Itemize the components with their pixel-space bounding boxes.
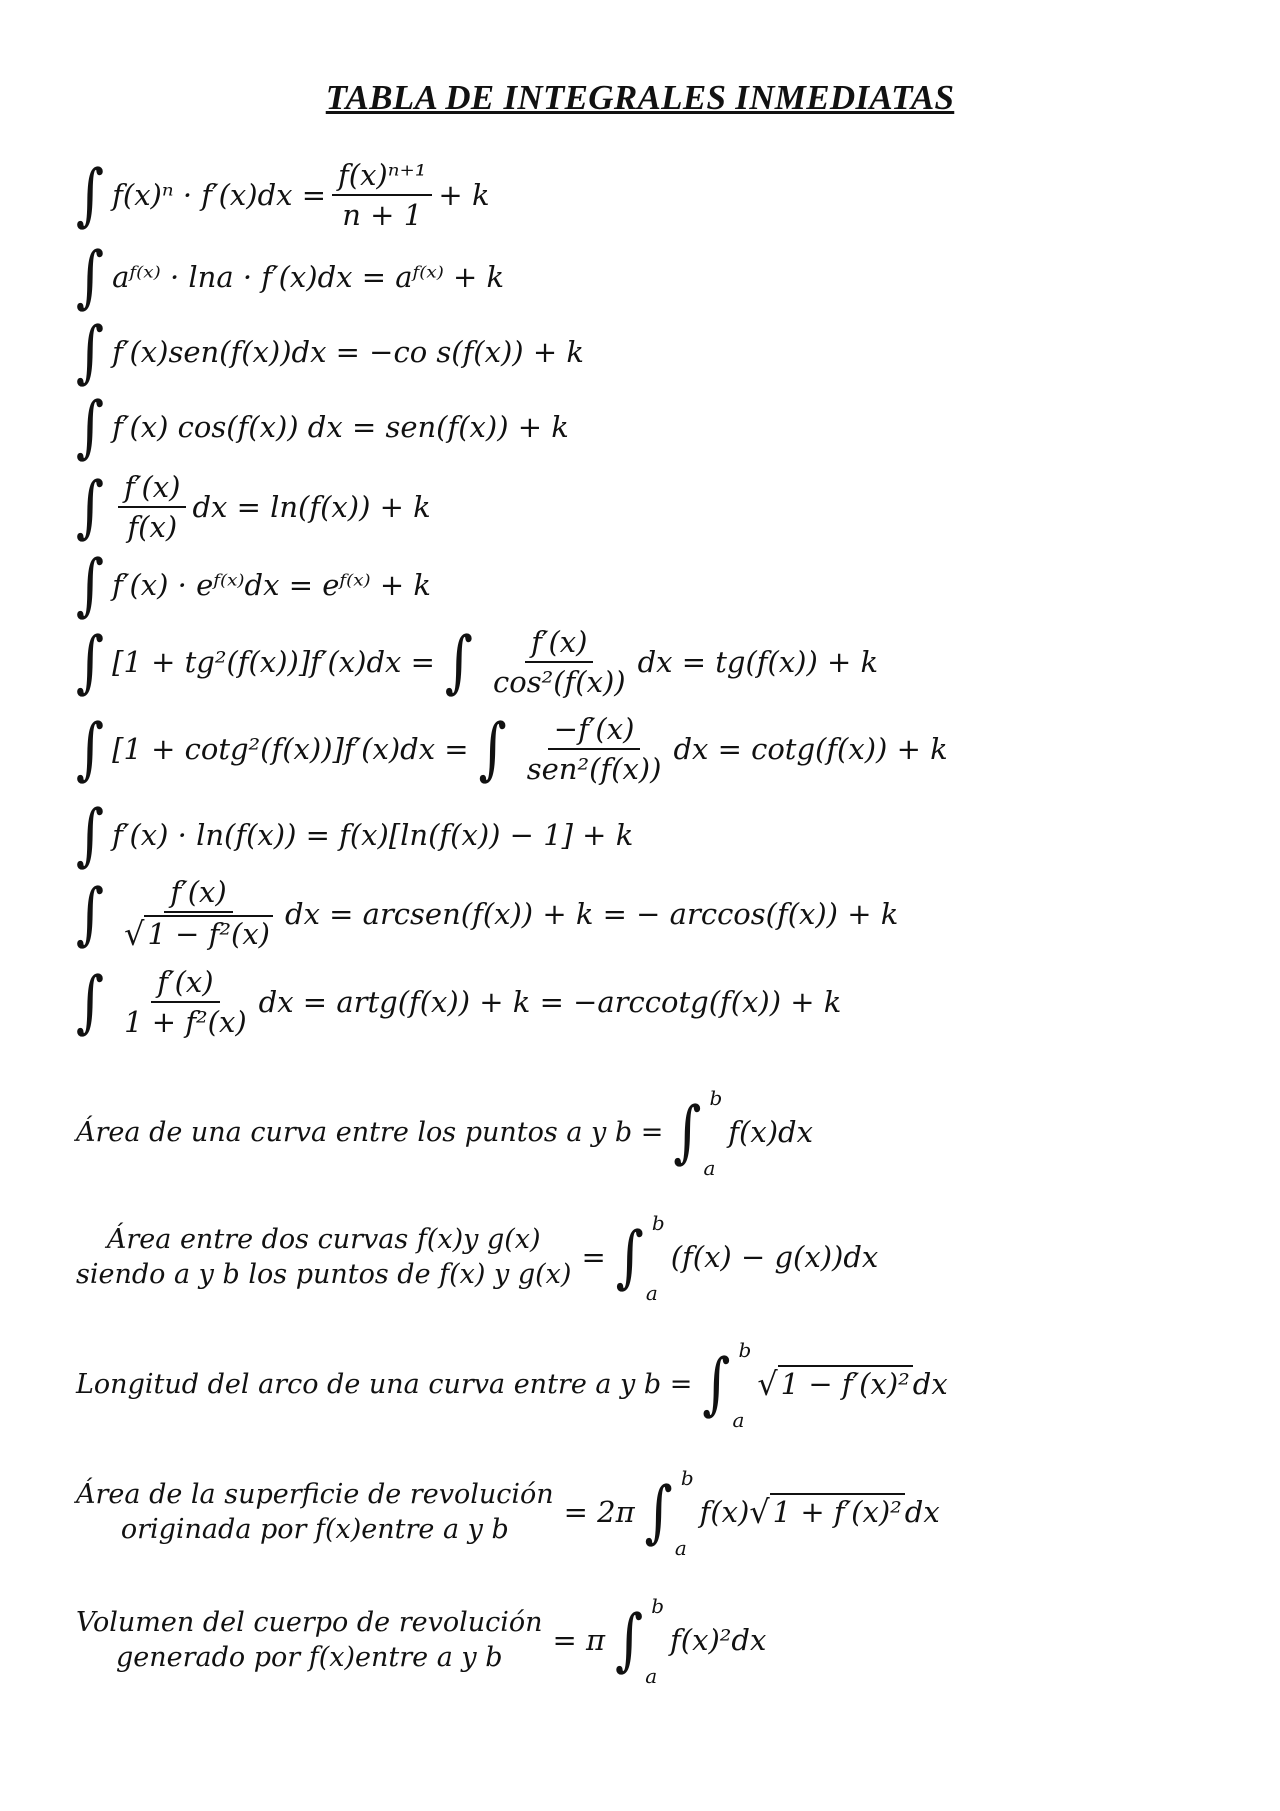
area-between-integrand: (f(x) − g(x))dx [670, 1240, 879, 1274]
upper-limit: b [709, 1086, 723, 1110]
area-curve [76, 1086, 813, 1180]
integral-sign: ∫ [76, 467, 105, 546]
formula-8-rhs: dx = cotg(f(x)) + k [673, 732, 948, 766]
formula-3 [76, 312, 584, 391]
formula-3-text: f′(x)sen(f(x))dx = −co s(f(x)) + k [112, 335, 584, 369]
sqrt [124, 915, 273, 953]
integral-sign: ∫ [615, 1217, 644, 1296]
integral-limits [645, 1594, 665, 1688]
formula-11 [76, 962, 842, 1041]
integral-sign: ∫ [76, 387, 105, 466]
formula-9 [76, 795, 634, 874]
integral-sign: ∫ [76, 962, 105, 1041]
area-curve-integrand: f(x)dx [728, 1115, 813, 1149]
page-title: TABLA DE INTEGRALES INMEDIATAS [325, 78, 955, 117]
formula-11-denominator: 1 + f²(x) [124, 1005, 247, 1039]
arc-length-label: Longitud del arco de una curva entre a y b = [76, 1368, 693, 1400]
surface-dx: dx [904, 1495, 940, 1529]
equals-sign: = [581, 1240, 606, 1274]
formula-8-lhs: [1 + cotg²(f(x))]f′(x)dx = [112, 732, 469, 766]
integral-sign: ∫ [76, 545, 105, 624]
formula-10-radicand: 1 − f²(x) [144, 915, 273, 953]
volume-eq: = π [552, 1623, 606, 1657]
formula-5-numerator: f′(x) [118, 470, 186, 508]
formula-10-fraction [118, 875, 279, 953]
upper-limit: b [680, 1466, 694, 1490]
formula-4-text: f′(x) cos(f(x)) dx = sen(f(x)) + k [112, 410, 569, 444]
lower-limit: a [645, 1281, 658, 1305]
formula-1-rhs: + k [438, 178, 490, 212]
integral-sign: ∫ [444, 622, 474, 701]
formula-7-denominator: cos²(f(x)) [493, 665, 626, 699]
integral-limits [645, 1211, 665, 1305]
formula-1-lhs: f(x)ⁿ · f′(x)dx = [112, 178, 327, 212]
integral-limits [703, 1086, 723, 1180]
formula-7-numerator: f′(x) [525, 625, 593, 663]
arc-length-dx: dx [912, 1367, 948, 1401]
integral-sign: ∫ [76, 795, 105, 874]
formula-8 [76, 709, 948, 788]
sqrt [757, 1365, 912, 1403]
formula-7-fraction [487, 625, 632, 699]
formula-2-text: aᶠ⁽ˣ⁾ · lna · f′(x)dx = aᶠ⁽ˣ⁾ + k [112, 260, 505, 294]
formula-1-fraction [332, 158, 432, 232]
surface-label [76, 1477, 554, 1547]
integral-sign: ∫ [76, 237, 105, 316]
upper-limit: b [651, 1594, 665, 1618]
integral-sign: ∫ [76, 874, 105, 953]
formula-8-fraction [521, 712, 668, 786]
radical-sign: √ [757, 1365, 778, 1403]
formula-1 [76, 155, 490, 234]
formula-6 [76, 545, 431, 624]
formula-9-text: f′(x) · ln(f(x)) = f(x)[ln(f(x)) − 1] + k [112, 818, 634, 852]
formula-7-rhs: dx = tg(f(x)) + k [637, 645, 879, 679]
volume-label-line2: generado por f(x)entre a y b [115, 1642, 503, 1673]
formula-4 [76, 387, 569, 466]
formula-7 [76, 622, 879, 701]
integral-sign: ∫ [478, 709, 507, 788]
volume-revolution [76, 1594, 767, 1688]
lower-limit: a [645, 1664, 658, 1688]
integral-sign: ∫ [644, 1472, 673, 1551]
radical-sign: √ [749, 1493, 770, 1531]
upper-limit: b [651, 1211, 665, 1235]
integral-sign: ∫ [76, 622, 105, 701]
arc-length [76, 1338, 948, 1432]
sqrt [749, 1493, 904, 1531]
integral-sign: ∫ [702, 1344, 731, 1423]
surface-radicand: 1 + f′(x)² [770, 1493, 905, 1531]
lower-limit: a [674, 1536, 687, 1560]
radical-sign: √ [124, 915, 145, 953]
formula-11-fraction [118, 965, 253, 1039]
formula-10-rhs: dx = arcsen(f(x)) + k = − arccos(f(x)) + k [285, 897, 899, 931]
integral-sign: ∫ [76, 155, 105, 234]
integral-sign: ∫ [673, 1092, 702, 1171]
formula-5-denominator: f(x) [127, 510, 178, 544]
formula-8-denominator: sen²(f(x)) [526, 752, 662, 786]
formula-6-text: f′(x) · eᶠ⁽ˣ⁾dx = eᶠ⁽ˣ⁾ + k [112, 568, 431, 602]
integral-limits [732, 1338, 752, 1432]
lower-limit: a [732, 1408, 745, 1432]
lower-limit: a [703, 1156, 716, 1180]
formula-10-denominator [118, 913, 279, 953]
formula-1-denominator: n + 1 [342, 198, 423, 232]
surface-pre: f(x) [699, 1495, 750, 1529]
surface-label-line1: Área de la superficie de revolución [76, 1478, 554, 1510]
area-between-label [76, 1222, 571, 1292]
formula-2 [76, 237, 505, 316]
area-between-label-line2: siendo a y b los puntos de f(x) y g(x) [76, 1259, 572, 1290]
formula-11-numerator: f′(x) [151, 965, 219, 1003]
formula-10 [76, 875, 898, 953]
area-between [76, 1211, 879, 1305]
volume-label-line1: Volumen del cuerpo de revolución [76, 1606, 543, 1638]
formula-5 [76, 467, 431, 546]
formula-5-rhs: dx = ln(f(x)) + k [192, 490, 431, 524]
formula-5-fraction [118, 470, 186, 544]
volume-label [76, 1605, 543, 1675]
integral-limits [674, 1466, 694, 1560]
formula-11-rhs: dx = artg(f(x)) + k = −arccotg(f(x)) + k [258, 985, 842, 1019]
integral-sign: ∫ [615, 1600, 644, 1679]
surface-label-line2: originada por f(x)entre a y b [120, 1514, 509, 1545]
integral-sign: ∫ [76, 709, 105, 788]
surface-revolution [76, 1466, 940, 1560]
formula-7-lhs: [1 + tg²(f(x))]f′(x)dx = [112, 645, 435, 679]
area-curve-label: Área de una curva entre los puntos a y b = [76, 1116, 664, 1148]
integral-sign: ∫ [76, 312, 105, 391]
volume-integrand: f(x)²dx [670, 1623, 767, 1657]
formula-8-numerator: −f′(x) [548, 712, 641, 750]
upper-limit: b [738, 1338, 752, 1362]
surface-eq: = 2π [563, 1495, 635, 1529]
area-between-label-line1: Área entre dos curvas f(x)y g(x) [106, 1223, 541, 1255]
formula-10-numerator: f′(x) [164, 875, 232, 913]
arc-length-radicand: 1 − f′(x)² [778, 1365, 913, 1403]
formula-1-numerator: f(x)ⁿ⁺¹ [332, 158, 432, 196]
